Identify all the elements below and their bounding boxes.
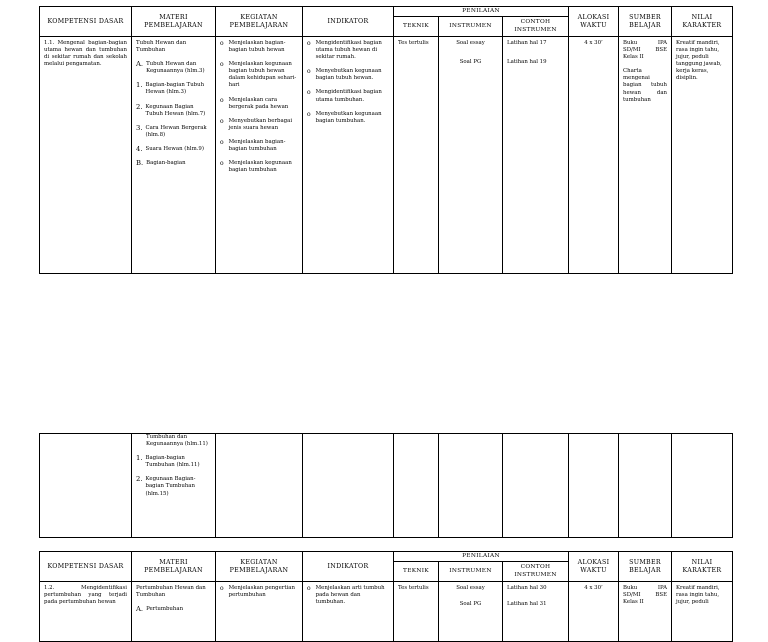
header-sumber: SUMBER BELAJAR	[619, 7, 672, 37]
bullet-icon: o	[220, 138, 224, 146]
header-kegiatan: KEGIATAN PEMBELAJARAN	[216, 552, 303, 582]
instrumen-item: Soal essay	[456, 40, 485, 46]
bullet-icon: o	[220, 96, 224, 104]
header-indikator: INDIKATOR	[303, 552, 394, 582]
header-instrumen: INSTRUMEN	[439, 562, 503, 582]
instrumen-item: Soal PG	[459, 601, 482, 608]
cell-teknik	[394, 434, 439, 538]
cell-materi	[132, 582, 216, 642]
teknik-text: Tes tertulis	[398, 585, 429, 591]
cell-alokasi	[569, 37, 619, 274]
bullet-icon: o	[307, 68, 311, 76]
cell-contoh	[503, 37, 569, 274]
header-contoh: CONTOH INSTRUMEN	[503, 562, 569, 582]
cell-kegiatan	[216, 582, 303, 642]
indikator-item: o Mengidentifikasi bagian utama tumbuhan.	[307, 89, 382, 103]
header-materi: MATERI PEMBELAJARAN	[132, 7, 216, 37]
syllabus-table-page-3	[39, 551, 733, 642]
materi-item: 1. Bagian-bagian Tumbuhan (hlm.11)	[136, 454, 200, 469]
alokasi-text: 4 x 30’	[584, 585, 603, 591]
bullet-icon: o	[307, 40, 311, 47]
cell-sumber	[619, 37, 672, 274]
materi-item: A. Tubuh Hewan dan Kegunaannya (hlm.3)	[136, 60, 205, 75]
syllabus-table-page-1	[39, 6, 733, 274]
cell-alokasi	[569, 582, 619, 642]
indikator-item: o Mengidentifikasi bagian utama tubuh hewan di sekitar rumah.	[307, 40, 382, 61]
nilai-text: Kreatif mandiri, rasa ingin tahu, jujur, peduli tanggung jawab, kerja keras, disiplin.	[676, 40, 722, 82]
teknik-text: Tes tertulis	[398, 40, 429, 46]
bullet-icon: o	[220, 117, 224, 125]
indikator-item: o Menyebutkan kegunaan bagian tumbuhan.	[307, 110, 382, 124]
materi-intro: Pertumbuhan Hewan dan Tumbuhan	[136, 585, 206, 599]
materi-item: 3. Cara Hewan Bergerak (hlm.8)	[136, 123, 207, 138]
cell-instrumen	[439, 582, 503, 642]
cell-kegiatan	[216, 37, 303, 274]
header-teknik: TEKNIK	[394, 17, 439, 37]
nilai-text: Kreatif mandiri, rasa ingin tahu, jujur, peduli	[676, 585, 720, 606]
syllabus-table-page-2	[39, 433, 733, 538]
kompetensi-text: 1.2. Mengidentifikasi pertumbuhan yang terjadi pada pertumbuhan hewan	[44, 585, 127, 606]
header-nilai: NILAI KARAKTER	[672, 552, 733, 582]
header-indikator: INDIKATOR	[303, 7, 394, 37]
cell-indikator	[303, 582, 394, 642]
header-kegiatan: KEGIATAN PEMBELAJARAN	[216, 7, 303, 37]
header-materi: MATERI PEMBELAJARAN	[132, 552, 216, 582]
cell-indikator	[303, 37, 394, 274]
cell-nilai	[672, 582, 733, 642]
header-alokasi: ALOKASI WAKTU	[569, 7, 619, 37]
cell-sumber	[619, 434, 672, 538]
materi-item: 1. Bagian-bagian Tubuh Hewan (hlm.3)	[136, 81, 205, 96]
cell-instrumen	[439, 434, 503, 538]
cell-teknik	[394, 582, 439, 642]
kegiatan-item: o Menjelaskan cara bergerak pada hewan	[220, 96, 289, 110]
bullet-icon: o	[220, 61, 224, 69]
bullet-icon: o	[307, 585, 311, 592]
materi-item: B. Bagian-bagian	[136, 159, 186, 168]
materi-item: 4. Suara Hewan (hlm.9)	[136, 144, 204, 153]
cell-nilai	[672, 37, 733, 274]
header-contoh: CONTOH INSTRUMEN	[503, 17, 569, 37]
cell-contoh	[503, 582, 569, 642]
kegiatan-item: o Menjelaskan bagian-bagian tubuh hewan	[220, 40, 286, 54]
contoh-item: Latihan hal 17	[507, 40, 547, 46]
header-penilaian: PENILAIAN	[394, 7, 569, 17]
cell-contoh	[503, 434, 569, 538]
cell-kompetensi	[40, 582, 132, 642]
header-nilai: NILAI KARAKTER	[672, 7, 733, 37]
cell-materi	[132, 434, 216, 538]
alokasi-text: 4 x 30’	[584, 40, 603, 46]
cell-indikator	[303, 434, 394, 538]
cell-kompetensi	[40, 37, 132, 274]
instrumen-item: Soal essay	[456, 585, 485, 591]
kegiatan-item: o Menjelaskan bagian-bagian tumbuhan	[220, 138, 286, 153]
header-penilaian: PENILAIAN	[394, 552, 569, 562]
kegiatan-item: o Menjelaskan kegunaan bagian tumbuhan	[220, 160, 292, 174]
bullet-icon: o	[307, 89, 311, 97]
materi-item: A. Pertumbuhan	[136, 605, 184, 614]
indikator-item: o Menjelaskan arti tumbuh pada hewan dan tumbuhan.	[307, 585, 385, 606]
sumber-text: Buku IPA SD/MI BSE Kelas II	[623, 40, 668, 61]
contoh-item: Latihan hal 31	[507, 601, 547, 608]
contoh-item: Latihan hal 30	[507, 585, 547, 591]
kompetensi-text: 1.1. Mengenal bagian-bagian utama hewan dan tumbuhan di sekitar rumah dan sekolah melalui pengamatan.	[44, 40, 127, 68]
header-sumber: SUMBER BELAJAR	[619, 552, 672, 582]
materi-item: 2. Kegunaan Bagian-bagian Tumbuhan (hlm.15)	[136, 475, 196, 497]
cell-kegiatan	[216, 434, 303, 538]
materi-continuation: Tumbuhan dan Kegunaannya (hlm.11)	[146, 434, 208, 448]
sumber-text: Buku IPA SD/MI BSE Kelas II	[623, 585, 668, 606]
cell-kompetensi	[40, 434, 132, 538]
header-teknik: TEKNIK	[394, 562, 439, 582]
cell-teknik	[394, 37, 439, 274]
cell-instrumen	[439, 37, 503, 274]
contoh-item: Latihan hal 19	[507, 59, 547, 66]
cell-materi	[132, 37, 216, 274]
cell-sumber	[619, 582, 672, 642]
kegiatan-item: o Menjelaskan kegunaan bagian tubuh hewan dalam kehidupan sehari-hari	[220, 61, 297, 89]
bullet-icon: o	[220, 40, 224, 47]
kegiatan-item: o Menjelaskan pengertian pertumbuhan	[220, 585, 295, 599]
cell-nilai	[672, 434, 733, 538]
indikator-item: o Menyebutkan kegunaan bagian tubuh hewan.	[307, 68, 382, 82]
bullet-icon: o	[220, 585, 224, 592]
header-kompetensi: KOMPETENSI DASAR	[40, 552, 132, 582]
materi-item: 2. Kegunaan Bagian Tubuh Hewan (hlm.7)	[136, 102, 206, 117]
header-instrumen: INSTRUMEN	[439, 17, 503, 37]
bullet-icon: o	[220, 160, 224, 168]
header-kompetensi: KOMPETENSI DASAR	[40, 7, 132, 37]
kegiatan-item: o Menyebutkan berbagai jenis suara hewan	[220, 117, 293, 131]
instrumen-item: Soal PG	[459, 59, 482, 66]
materi-intro: Tubuh Hewan dan Tumbuhan	[136, 40, 187, 54]
bullet-icon: o	[307, 110, 311, 118]
header-alokasi: ALOKASI WAKTU	[569, 552, 619, 582]
sumber-text-2: Charta mengenai bagian tubuh hewan dan tumbuhan	[623, 68, 668, 103]
cell-alokasi	[569, 434, 619, 538]
